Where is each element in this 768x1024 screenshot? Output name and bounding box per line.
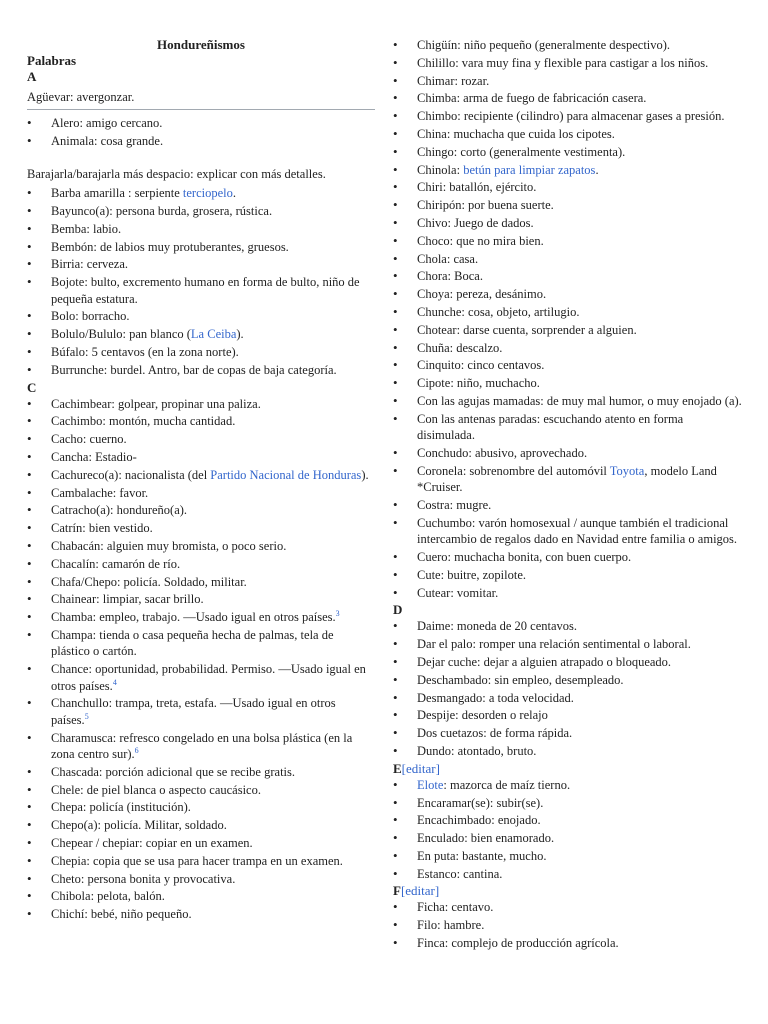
entry-text: Desmangado: a toda velocidad. — [417, 690, 574, 705]
list-item — [393, 777, 743, 793]
entry-text: Charamusca: refresco congelado en una bolsa plástica (en la zona centro sur). — [51, 730, 353, 761]
list-item — [393, 179, 743, 195]
letter-heading-e: E — [393, 760, 402, 776]
list-item — [393, 340, 743, 356]
entry-text: En puta: bastante, mucho. — [417, 848, 547, 863]
list-item — [393, 812, 743, 828]
list-item — [393, 375, 743, 391]
entry-text: Chepo(a): policía. Militar, soldado. — [51, 818, 227, 833]
entry-text: Bolo: borracho. — [51, 309, 130, 324]
list-f — [393, 899, 743, 951]
list-item — [27, 133, 375, 149]
entry-text: Cachimbo: montón, mucha cantidad. — [51, 414, 236, 429]
entry-text: Burrunche: burdel. Antro, bar de copas de baja categoría. — [51, 362, 337, 377]
entry-text: Chichí: bebé, niño pequeño. — [51, 907, 192, 922]
entry-text: China: muchacha que cuida los cipotes. — [417, 126, 615, 141]
list-item — [27, 449, 375, 465]
entry-barajarla: Barajarla/barajarla más despacio: explicar con más detalles. — [27, 167, 326, 182]
entry-text: Bolulo/Bululo: pan blanco ( — [51, 327, 191, 342]
list-item — [393, 567, 743, 583]
list-item — [27, 308, 375, 324]
entry-text: Birria: cerveza. — [51, 257, 129, 272]
entry-text: Cachimbear: golpear, propinar una paliza. — [51, 396, 261, 411]
entry-text: Enculado: bien enamorado. — [417, 831, 555, 846]
entry-text: Chivo: Juego de dados. — [417, 215, 534, 230]
list-item — [393, 55, 743, 71]
list-item — [27, 817, 375, 833]
entry-text: Chamba: empleo, trabajo. —Usado igual en otros países. — [51, 610, 336, 625]
list-item — [27, 730, 375, 763]
entry-text: Chunche: cosa, objeto, artilugio. — [417, 304, 580, 319]
entry-text: Cinquito: cinco centavos. — [417, 358, 545, 373]
list-item — [27, 538, 375, 554]
entry-text: Cacho: cuerno. — [51, 432, 127, 447]
entry-text: Chigüín: niño pequeño (generalmente despectivo). — [417, 38, 671, 52]
entry-aguevar: Agüevar: avergonzar. — [27, 89, 375, 110]
entry-text: Chacalín: camarón de río. — [51, 556, 181, 571]
entry-text: ). — [361, 467, 369, 482]
entry-text: . — [595, 162, 599, 177]
page-title: Hondureñismos — [157, 37, 245, 52]
list-d — [393, 618, 743, 759]
list-item — [27, 871, 375, 887]
wiki-link[interactable]: La Ceiba — [190, 327, 237, 342]
list-item — [393, 108, 743, 124]
list-item — [393, 268, 743, 284]
list-item — [27, 661, 375, 694]
entry-text: ). — [236, 327, 244, 342]
entry-text: Chotear: darse cuenta, sorprender a alguien. — [417, 322, 637, 337]
entry-text: Encaramar(se): subir(se). — [417, 795, 544, 810]
entry-text: Bemba: labio. — [51, 221, 122, 236]
right-column — [393, 37, 743, 953]
footnote-reference[interactable]: 4 — [112, 677, 117, 687]
list-item — [393, 357, 743, 373]
list-c-right — [393, 37, 743, 601]
list-item — [393, 162, 743, 178]
entry-text: Chimba: arma de fuego de fabricación casera. — [417, 91, 647, 106]
list-item — [27, 362, 375, 378]
list-item — [27, 609, 375, 625]
list-e — [393, 777, 743, 882]
list-item — [27, 764, 375, 780]
entry-text: Cipote: niño, muchacho. — [417, 376, 540, 391]
entry-text: Barba amarilla : serpiente — [51, 186, 183, 201]
entry-text: Catrín: bien vestido. — [51, 521, 153, 536]
wiki-link[interactable]: Elote — [417, 777, 444, 792]
wiki-link[interactable]: terciopelo — [182, 186, 233, 201]
entry-text: Dundo: atontado, bruto. — [417, 743, 537, 758]
entry-text: Animala: cosa grande. — [51, 133, 164, 148]
list-c-left — [27, 396, 375, 923]
letter-heading-d: D — [393, 602, 403, 618]
list-item — [27, 274, 375, 307]
list-item — [393, 848, 743, 864]
entry-text: Encachimbado: enojado. — [417, 813, 541, 828]
entry-text: Cute: buitre, zopilote. — [417, 567, 527, 582]
entry-text: Despije: desorden o relajo — [417, 708, 548, 723]
list-item — [393, 549, 743, 565]
section-heading-palabras: Palabras — [27, 53, 77, 68]
list-item — [27, 467, 375, 483]
entry-text: Dar el palo: romper una relación sentimental o laboral. — [417, 637, 691, 652]
entry-text: Chola: casa. — [417, 251, 479, 266]
entry-text: Chinola: — [417, 162, 464, 177]
entry-text: Chepear / chepiar: copiar en un examen. — [51, 835, 253, 850]
list-item — [393, 899, 743, 915]
entry-text: Chimbo: recipiente (cilindro) para almacenar gases a presión. — [417, 109, 725, 124]
list-item — [393, 725, 743, 741]
entry-text: Cuero: muchacha bonita, con buen cuerpo. — [417, 549, 632, 564]
list-item — [27, 591, 375, 607]
list-item — [27, 431, 375, 447]
entry-text: Finca: complejo de producción agrícola. — [417, 936, 619, 951]
list-item — [393, 304, 743, 320]
entry-text: Cancha: Estadio- — [51, 449, 137, 464]
list-item — [393, 197, 743, 213]
entry-text: Chainear: limpiar, sacar brillo. — [51, 592, 204, 607]
entry-text: Conchudo: abusivo, aprovechado. — [417, 445, 588, 460]
list-item — [393, 618, 743, 634]
list-b — [27, 185, 375, 378]
footnote-reference[interactable]: 5 — [84, 711, 89, 721]
letter-heading-e-row — [393, 761, 743, 777]
entry-text: Costra: mugre. — [417, 497, 492, 512]
entry-text: Dejar cuche: dejar a alguien atrapado o bloqueado. — [417, 654, 672, 669]
list-item — [393, 393, 743, 409]
entry-text: Choya: pereza, desánimo. — [417, 287, 547, 302]
list-item — [393, 866, 743, 882]
list-item — [393, 251, 743, 267]
entry-text: Cuchumbo: varón homosexual / aunque también el tradicional intercambio de regalos dado en Navidad entre familia o amigos. — [417, 515, 738, 547]
letter-heading-a: A — [27, 69, 37, 84]
list-item — [393, 463, 743, 496]
list-item — [393, 672, 743, 688]
entry-text: Ficha: centavo. — [417, 900, 494, 915]
list-item — [27, 239, 375, 255]
edit-link-f[interactable]: [editar] — [400, 883, 440, 899]
wiki-link[interactable]: Toyota — [609, 463, 645, 478]
entry-text: Champa: tienda o casa pequeña hecha de palmas, tela de plástico o cartón. — [51, 627, 334, 659]
list-item — [27, 835, 375, 851]
list-item — [393, 515, 743, 548]
list-item — [393, 636, 743, 652]
entry-text: Catracho(a): hondureño(a). — [51, 503, 188, 518]
entry-text: , modelo Land *Cruiser. — [417, 463, 717, 495]
list-item — [27, 556, 375, 572]
entry-text: Chora: Boca. — [417, 269, 483, 284]
list-item — [27, 485, 375, 501]
list-item — [393, 585, 743, 601]
letter-heading-f: F — [393, 883, 401, 899]
entry-text: Estanco: cantina. — [417, 866, 503, 881]
entry-text: Choco: que no mira bien. — [417, 233, 544, 248]
list-item — [393, 411, 743, 444]
list-item — [27, 906, 375, 922]
edit-link-e[interactable]: [editar] — [401, 760, 440, 776]
list-item — [393, 37, 743, 53]
entry-text: Con las agujas mamadas: de muy mal humor, o muy enojado (a). — [417, 393, 742, 408]
list-item — [27, 888, 375, 904]
list-item — [393, 707, 743, 723]
list-item — [393, 233, 743, 249]
list-item — [27, 502, 375, 518]
list-item — [393, 144, 743, 160]
entry-text: Chingo: corto (generalmente vestimenta). — [417, 144, 626, 159]
list-a — [27, 115, 375, 149]
entry-text: Dos cuetazos: de forma rápida. — [417, 726, 573, 741]
entry-text: Chepia: copia que se usa para hacer trampa en un examen. — [51, 853, 343, 868]
letter-heading-f-row — [393, 883, 743, 899]
entry-text: Chanchullo: trampa, treta, estafa. —Usado igual en otros países. — [51, 696, 336, 727]
list-item — [393, 743, 743, 759]
list-item — [27, 221, 375, 237]
entry-text: Alero: amigo cercano. — [51, 116, 163, 130]
list-item — [27, 627, 375, 660]
list-item — [393, 497, 743, 513]
entry-text: Cheto: persona bonita y provocativa. — [51, 871, 236, 886]
list-item — [27, 520, 375, 536]
entry-text: Chimar: rozar. — [417, 73, 490, 88]
list-item — [27, 326, 375, 342]
list-item — [27, 413, 375, 429]
entry-text: Chance: oportunidad, probabilidad. Permiso. —Usado igual en otros países. — [51, 662, 366, 693]
entry-text: Bojote: bulto, excremento humano en forma de bulto, niño de pequeña estatura. — [51, 275, 360, 306]
list-item — [393, 73, 743, 89]
list-item — [393, 322, 743, 338]
wiki-link[interactable]: betún para limpiar zapatos — [463, 162, 596, 177]
entry-text: Chele: de piel blanca o aspecto caucásico. — [51, 782, 261, 797]
wiki-link[interactable]: Partido Nacional de Honduras — [210, 467, 362, 482]
entry-text: Chascada: porción adicional que se recibe gratis. — [51, 764, 296, 779]
list-item — [393, 90, 743, 106]
list-item — [27, 574, 375, 590]
entry-text: Cachureco(a): nacionalista (del — [51, 467, 211, 482]
list-item — [27, 853, 375, 869]
entry-text: Deschambado: sin empleo, desempleado. — [417, 672, 624, 687]
entry-text: Chabacán: alguien muy bromista, o poco serio. — [51, 538, 287, 553]
list-item — [27, 203, 375, 219]
entry-text: Daime: moneda de 20 centavos. — [417, 619, 578, 634]
list-item — [27, 695, 375, 728]
entry-text: Bayunco(a): persona burda, grosera, rústica. — [51, 204, 273, 218]
left-column — [27, 37, 375, 924]
entry-text: Cambalache: favor. — [51, 485, 149, 500]
list-item — [27, 256, 375, 272]
footnote-reference[interactable]: 3 — [335, 608, 340, 618]
entry-text: Con las antenas paradas: escuchando atento en forma disimulada. — [417, 411, 684, 443]
list-item — [27, 799, 375, 815]
footnote-reference[interactable]: 6 — [134, 745, 139, 755]
list-item — [393, 445, 743, 461]
entry-text: Bembón: de labios muy protuberantes, gruesos. — [51, 239, 289, 254]
entry-text: Filo: hambre. — [417, 918, 485, 933]
entry-text: Búfalo: 5 centavos (en la zona norte). — [51, 344, 239, 359]
list-item — [393, 654, 743, 670]
entry-text: : mazorca de maíz tierno. — [443, 777, 571, 792]
entry-text: Chafa/Chepo: policía. Soldado, militar. — [51, 574, 247, 589]
list-item — [393, 126, 743, 142]
list-item — [27, 344, 375, 360]
entry-text: Chiri: batallón, ejército. — [417, 180, 537, 195]
list-item — [393, 286, 743, 302]
entry-text: . — [232, 186, 236, 201]
entry-text: Chilillo: vara muy fina y flexible para castigar a los niños. — [417, 55, 709, 70]
list-item — [27, 396, 375, 412]
list-item — [393, 215, 743, 231]
entry-text: Chepa: policía (institución). — [51, 800, 191, 815]
list-item — [27, 782, 375, 798]
entry-text: Chibola: pelota, balón. — [51, 889, 165, 904]
list-item — [393, 795, 743, 811]
list-item — [27, 185, 375, 201]
list-item — [393, 690, 743, 706]
entry-text: Chuña: descalzo. — [417, 340, 503, 355]
letter-heading-c: C — [27, 379, 37, 395]
list-item — [393, 917, 743, 933]
list-item — [393, 935, 743, 951]
entry-text: Coronela: sobrenombre del automóvil — [417, 463, 610, 478]
entry-text: Chiripón: por buena suerte. — [417, 198, 554, 213]
list-item — [393, 830, 743, 846]
entry-text: Cutear: vomitar. — [417, 585, 499, 600]
list-item — [27, 115, 375, 131]
